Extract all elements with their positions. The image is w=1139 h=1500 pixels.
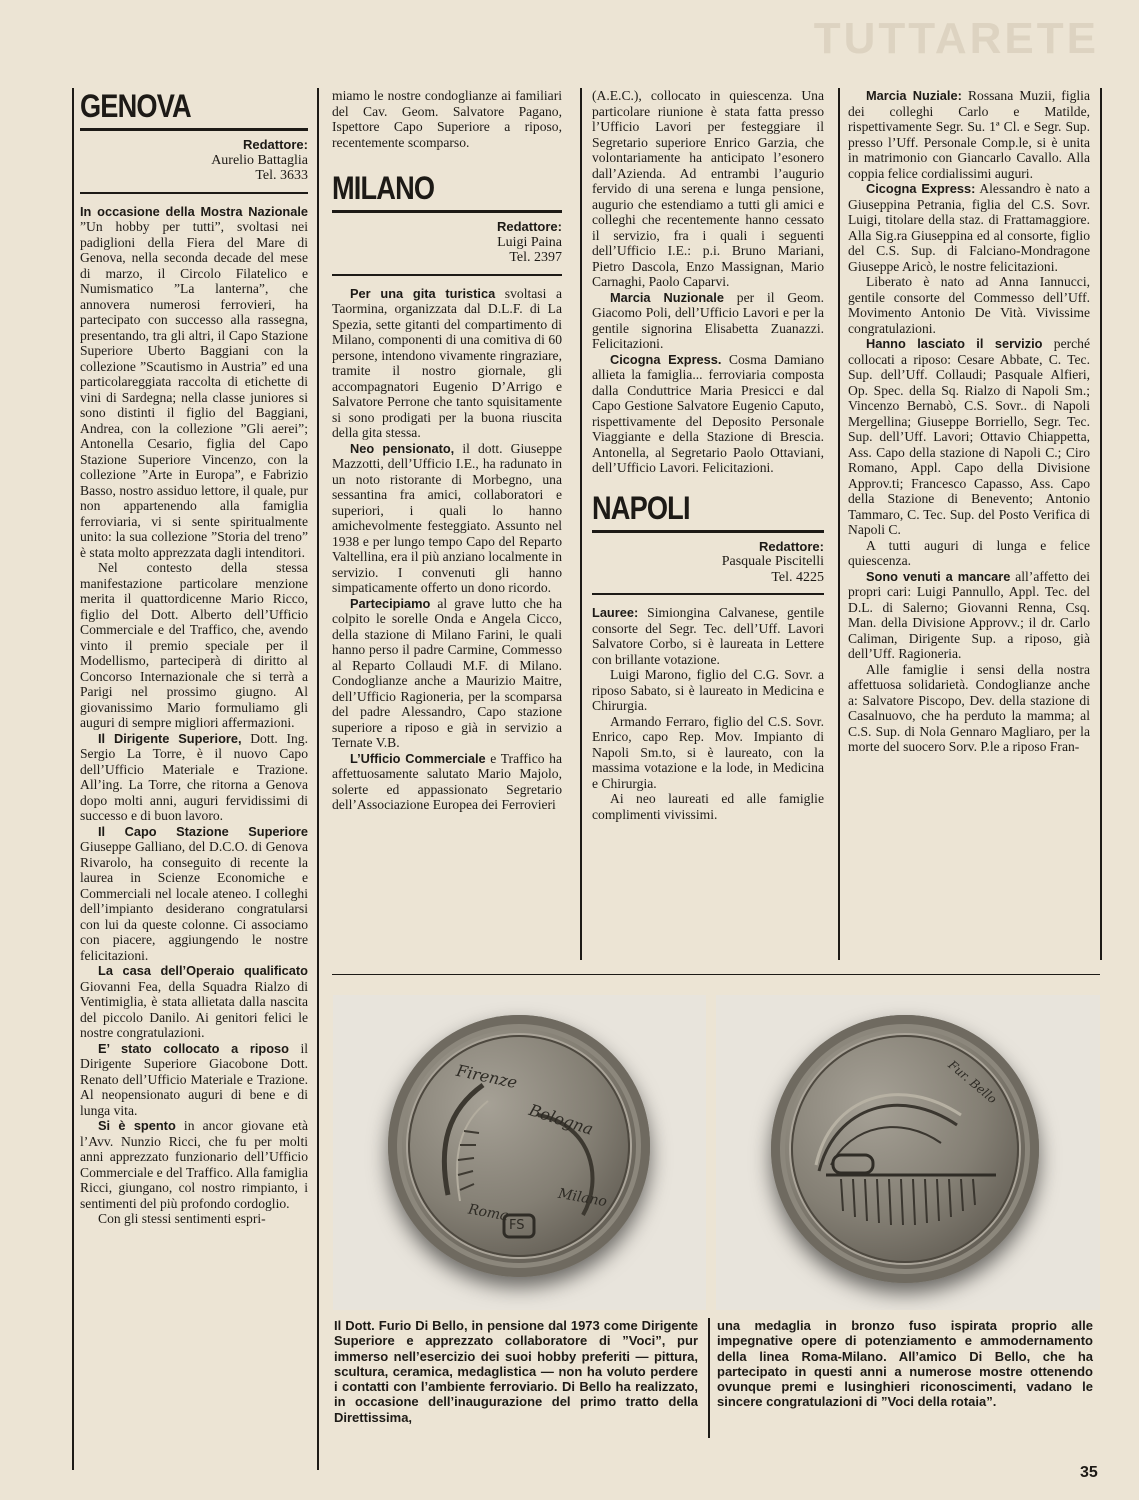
paragraph-text: ”Un hobby per tutti”, svoltasi nei padiglioni della Fiera del Mare di Genova, nella seconda decade del mese di marzo, il Circolo Filatelico e Numismatico ”La lanterna”, che annovera numerosi ferrovieri, ha partecipato con successo alla rassegna, presentando, tra gli altri, il Capo Stazione Superiore Uberto Baggiani con la collezione ”Scautismo in Austria” ed una particolareggiata raccolta di etichette di vini di Sardegna; nella classe juniores si sono distinti il figlio del Baggiani, Andrea, con la collezione ”Gli aerei”; Antonella Cesario, figlia del Capo Stazione Superiore Vincenzo, con la collezione ”Arte in Europa”, e Fabrizio Basso, nostro assiduo lettore, il quale, pur non appartenendo alla famiglia ferroviaria, vi si sente spiritualmente unito: la sua collezione ”Storia del treno” è stata molto apprezzata dagli intenditori. <box>80 219 308 560</box>
paragraph-text: Dott. Ing. Sergio La Torre, è il nuovo Capo dell’Ufficio Materiale e Trazione. All’ing. La Torre, che ritorna a Genova dopo molti anni, auguri fervidissimi di successo e di buon lavoro. <box>80 730 308 823</box>
paragraph-text: svoltasi a Taormina, organizzata dal D.L.F. di La Spezia, sette gitanti del compartimento di Milano, componenti di una comitiva di 60 persone, intendono vivamente ringraziare, tramite il nostro giornale, gli accompagnatori Eugenio D’Arrigo e Salvatore Perrone che tanto squisitamente si sono prodigati per la buona riuscita della gita stessa. <box>332 285 562 440</box>
article-paragraph: A tutti auguri di lunga e felice quiescenza. <box>848 537 1090 568</box>
column-rule <box>72 88 74 1470</box>
medal-photo-reverse <box>716 995 1100 1310</box>
paragraph-text: Giovanni Fea, della Squadra Rialzo di Ventimiglia, è stata allietata dalla nascita del piccolo Danilo. Ai genitori felici le nostre congratulazioni. <box>80 978 308 1040</box>
paragraph-text: Simiongina Calvanese, gentile consorte del Segr. Tec. dell’Uff. Lavori Salvatore Corbo, si è laureata in Lettere con brillante votazione. <box>592 605 824 667</box>
article-paragraph: Luigi Marono, figlio del C.G. Sovr. a riposo Sabato, si è laureato in Medicina e Chirurgia. <box>592 667 824 713</box>
paragraph-text: all’affetto dei propri cari: Luigi Pannullo, Appl. Tec. del D.L. di Salerno; Giovanni Renna, Csq. Man. della Divisione Approvv.; il dr. Carlo Caliman, Dirigente Sup. a riposo, già dell’Uff. Ragioneria. <box>848 568 1090 661</box>
relief-arc-highlight <box>457 1101 488 1201</box>
page-number: 35 <box>1080 1464 1098 1481</box>
article-paragraph: Alle famiglie i sensi della nostra affettuosa solidarietà. Condoglianze anche a: Salvatore Piscopo, Dev. della stazione di Casalnuovo, che ha perduto la mamma; al C.S. Sup. di Nola Gennaro Magliaro, per la morte del suocero Sorv. P.le a riposo Fran- <box>848 661 1090 754</box>
lead-in: Sono venuti a mancare <box>866 568 1011 584</box>
column-napoli-cont <box>848 88 1090 755</box>
article-paragraph <box>848 336 1090 538</box>
redattore-label: Redattore: <box>758 538 824 554</box>
redattore-block <box>332 219 562 266</box>
title-rule <box>80 128 308 131</box>
lead-in: In occasione della Mostra Nazionale <box>80 203 308 219</box>
medal-reverse <box>771 1015 1039 1283</box>
title-rule <box>332 210 562 213</box>
paragraph-text: Giuseppe Galliano, del D.C.O. di Genova Rivarolo, ha conseguito di recente la laurea in Scienze Economiche e Commerciali nel locale ateneo. I colleghi dell’impianto desiderano congratularsi con lui da queste colonne. Ci associamo con piacere, aggiungendo le nostre felicitazioni. <box>80 839 308 963</box>
section-title-napoli: NAPOLI <box>592 489 690 526</box>
arch-relief-inner <box>831 1127 941 1165</box>
redattore-name: Luigi Paina <box>497 234 562 250</box>
lead-in: Partecipiamo <box>350 595 431 611</box>
medal-signature: Fur. Bello <box>945 1057 1000 1107</box>
lead-in: E’ stato collocato a riposo <box>98 1040 289 1056</box>
paragraph-text: Alessandro è nato a Giuseppina Petrania, figlia del C.S. Sovr. Luigi, titolare della staz. di Frattamaggiore. Alla Sig.ra Giuseppina ed al consorte, figlio del C.S. Sup. di Falciano-Mondragone Giuseppe Aricò, le nostre felicitazioni. <box>848 181 1090 274</box>
section-title-milano: MILANO <box>332 170 435 206</box>
paragraph-text: in ancor giovane età l’Avv. Nunzio Ricci, che fu per molti anni apprezzato funzionario dell’Ufficio Commerciale e del Traffico. Alla famiglia Ricci, giungano, col nostro rimpianto, i sentimenti del più profondo cordoglio. <box>80 1118 308 1211</box>
redattore-tel: Tel. 4225 <box>771 569 824 585</box>
article-paragraph <box>80 1041 308 1119</box>
article-paragraph <box>332 441 562 596</box>
medal-text-fs: FS <box>509 1218 525 1233</box>
medal-text-roma: Roma <box>466 1201 510 1225</box>
medal-photo-obverse <box>333 995 706 1310</box>
title-rule <box>592 530 824 533</box>
relief-arc <box>444 1085 483 1195</box>
medal-relief <box>388 1015 650 1277</box>
article-paragraph: Con gli stessi sentimenti espri- <box>98 1211 266 1226</box>
article-paragraph <box>332 286 562 441</box>
lead-in: La casa dell’Operaio qualificato <box>98 963 308 978</box>
paragraph-text: per il Geom. Giacomo Poli, dell’Ufficio Lavori e per la gentile signorina Elisabetta Zuanazzi. Felicitazioni. <box>592 289 824 351</box>
column-genova <box>80 88 308 1227</box>
medal-text-bologna: Bologna <box>526 1100 596 1139</box>
article-paragraph <box>80 963 308 1041</box>
redattore-name: Aurelio Battaglia <box>211 152 308 168</box>
lead-in: Si è spento <box>98 1118 176 1133</box>
article-paragraph <box>80 204 308 561</box>
redattore-name: Pasquale Piscitelli <box>721 554 824 569</box>
lead-in: Il Capo Stazione Superiore <box>98 823 308 839</box>
article-paragraph <box>848 181 1090 274</box>
medal-obverse <box>388 1015 650 1277</box>
article-paragraph: miamo le nostre condoglianze ai familiari del Cav. Geom. Salvatore Pagano, Ispettore Capo Superiore a riposo, recentemente scomparso. <box>332 88 562 150</box>
lead-in: L’Ufficio Commerciale <box>350 750 486 766</box>
article-paragraph <box>80 824 308 964</box>
article-paragraph: Ai neo laureati ed alle famiglie complimenti vivissimi. <box>592 791 824 822</box>
medal-text-milano: Milano <box>556 1185 609 1211</box>
lead-in: Neo pensionato, <box>350 440 455 456</box>
column-napoli <box>592 88 824 822</box>
lead-in: Lauree: <box>592 605 639 620</box>
column-rule <box>580 88 582 960</box>
lead-in: Marcia Nuzionale <box>610 289 724 305</box>
paragraph-text: al grave lutto che ha colpito le sorelle Onda e Angela Cicco, della stazione di Milano Farini, le quali hanno perso il padre Carmine, Commesso al Reparto Collaudi M.F. di Milano. Condoglianze anche a Maurizio Maitre, dell’Ufficio Ragioneria, per la scomparsa del padre Alessandro, Capo stazione superiore a riposo e già in servizio a Ternate V.B. <box>332 595 562 750</box>
paragraph-text: il dott. Giuseppe Mazzotti, dell’Ufficio I.E., ha radunato in un noto ristorante di Morbegno, una sessantina fra amici, collaboratori e superiori, i quali lo hanno amichevolmente festeggiato. Assunto nel 1938 e per lungo tempo Capo del Reparto Valtellina, era il più anziano localmente in servizio. I convenuti gli hanno simpaticamente offerto un dono ricordo. <box>332 440 562 595</box>
column-milano <box>332 88 562 813</box>
redattore-tel: Tel. 3633 <box>255 168 308 183</box>
article-paragraph: (A.E.C.), collocato in quiescenza. Una particolare riunione è stata fatta presso l’Ufficio Lavori per festeggiare il Segretario superiore Enrico Garzia, che volontariamente ha anticipato l’esonero dall’Azienda. Ad entrambi l’augurio fervido di una serena e lunga pensione, augurio che estendiamo a tutti gli amici e colleghi che recentemente hanno cessato il servizio, fra i quali i seguenti dell’Ufficio I.E.: p.i. Bruno Mariani, Pietro Dascola, Enzo Massignan, Mario Carnaghi, Paolo Caparvi. <box>592 88 824 289</box>
redattore-block <box>80 137 308 184</box>
redattore-tel: Tel. 2397 <box>509 250 562 265</box>
redattore-block <box>592 539 824 586</box>
photo-caption-right: una medaglia in bronzo fuso ispirata proprio alle impegnative opere di potenziamento e ammodernamento della linea Roma-Milano. All’amico Di Bello, che ha partecipato in questi anni a numerose mostre ottenendo ovunque premi e lusinghieri riconoscimenti, vadano le sincere congratulazioni di ”Voci della rotaia”. <box>717 1318 1093 1410</box>
paragraph-text: Cosma Damiano allieta la famiglia... ferroviaria composta dalla Conduttrice Maria Presicci e dal Capo Gestione Salvatore Eugenio Caputo, rispettivamente del Deposito Personale Viaggiante e della Stazione di Brescia. Antonella, al Segretario Paolo Ottaviani, dell’Ufficio Lavori. Felicitazioni. <box>592 351 824 475</box>
article-paragraph <box>592 290 824 352</box>
arch-relief <box>819 1105 957 1171</box>
medal-relief <box>771 1015 1039 1283</box>
column-rule <box>1100 88 1102 960</box>
lead-in: Hanno lasciato il servizio <box>866 336 1043 351</box>
viaduct-pillars <box>841 1179 975 1225</box>
section-rule <box>592 593 824 595</box>
lead-in: Cicogna Express: <box>866 181 976 196</box>
lead-in: Marcia Nuziale: <box>866 88 962 103</box>
article-paragraph <box>80 731 308 824</box>
redattore-label: Redattore: <box>242 137 308 152</box>
lead-in: Per una gita turistica <box>350 285 496 301</box>
lead-in: Il Dirigente Superiore, <box>98 730 242 746</box>
column-rule <box>708 1318 710 1438</box>
medal-text-firenze: Firenze <box>454 1060 519 1093</box>
article-paragraph <box>592 605 824 667</box>
article-paragraph: Armando Ferraro, figlio del C.S. Sovr. Enrico, capo Rep. Mov. Impianto di Napoli Sm.to, si è laureato, con la massima votazione e la lode, in Medicina e Chirurgia. <box>592 713 824 791</box>
photo-section-rule <box>332 974 1100 975</box>
paragraph-text: e Traffico ha affettuosamente salutato Mario Majolo, solerte ed appassionato Segretario dell’Associazione Europea dei Ferrovieri <box>332 750 562 812</box>
article-paragraph <box>332 596 562 751</box>
redattore-label: Redattore: <box>496 219 562 234</box>
article-paragraph <box>80 1118 308 1211</box>
article-paragraph <box>592 352 824 476</box>
column-rule <box>317 88 319 1470</box>
photo-caption-left: Il Dott. Furio Di Bello, in pensione dal 1973 come Dirigente Superiore e apprezzato collaboratore di ”Voci”, pur immerso nell’esercizio dei suoi hobby preferiti — pittura, scultura, ceramica, medaglistica — non ha voluto perdere i contatti con l’ambiente ferroviario. Di Bello ha realizzato, in occasione dell’inaugurazione del primo tratto della Direttissima, <box>334 1318 698 1425</box>
article-paragraph <box>848 569 1090 662</box>
section-ghost-title: TUTTARETE <box>813 14 1099 63</box>
article-paragraph <box>332 751 562 813</box>
article-paragraph <box>848 88 1090 181</box>
article-paragraph: Liberato è nato ad Anna Iannucci, gentile consorte del Commesso dell’Uff. Movimento Antonio De Vità. Vivissime congratulazioni. <box>848 274 1090 336</box>
paragraph-text: il Dirigente Superiore Giacobone Dott. Renato dell’Ufficio Materiale e Trazione. Al neopensionato auguri di bene e di lunga vita. <box>80 1040 308 1118</box>
lead-in: Cicogna Express. <box>610 351 722 367</box>
section-rule <box>80 192 308 194</box>
paragraph-text: Rossana Muzii, figlia dei colleghi Carlo e Matilde, rispettivamente Segr. Su. 1ª Cl. e Segr. Sup. presso l’Uff. Personale Comp.le, si è unita in matrimonio con Giancarlo Cavallo. Alla coppia felice cordialissimi auguri. <box>848 88 1090 181</box>
section-title-genova: GENOVA <box>80 88 191 124</box>
train-shape <box>833 1155 873 1173</box>
column-rule <box>838 88 840 960</box>
article-paragraph: Nel contesto della stessa manifestazione particolare menzione merita il quattordicenne Mario Ricco, figlio del Dott. Alberto dell’Ufficio Commerciale e del Traffico, che, avendo vinto il premio speciale per il Modellismo, parteciperà di diritto al Concorso Internazionale che si terrà a Parigi nel prossimo giugno. Al giovanissimo Mario formuliamo gli auguri di sempre migliori affermazioni. <box>80 560 308 730</box>
section-rule <box>332 274 562 276</box>
paragraph-text: perché collocati a riposo: Cesare Abbate, C. Tec. Sup. dell’Uff. Collaudi; Pasquale Alfieri, Op. Spec. della Sq. Rialzo di Napoli Sm.; Vincenzo Bernabò, C.S. Sovr.. di Napoli Mergellina; Giuseppe Borriello, Segr. Tec. Sup. dell’Uff. Lavori; Ottavio Chiappetta, Ass. Capo della stazione di Napoli C.; Ciro Romano, Appl. Capo della Divisione Approv.ti; Francesco Capasso, Ass. Capo della Stazione di Benevento; Antonio Tammaro, C. Tec. Sup. del Posto Verifica di Napoli C. <box>848 336 1091 537</box>
